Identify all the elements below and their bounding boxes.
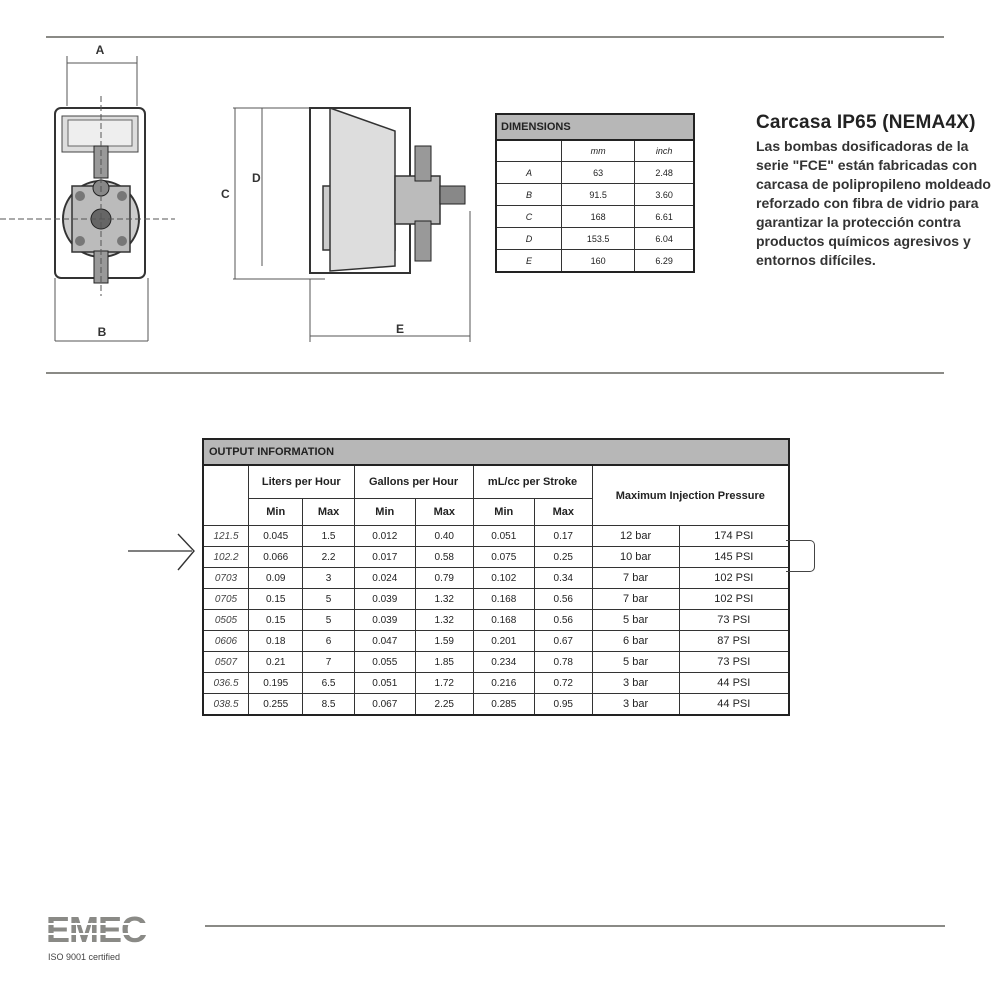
output-cell: 6.5 <box>303 673 354 694</box>
output-row <box>203 526 789 547</box>
output-row <box>203 547 789 568</box>
sub-header-min: Min <box>354 499 415 526</box>
output-cell: 1.32 <box>415 610 473 631</box>
output-cell: 0.012 <box>354 526 415 547</box>
output-cell: 0.201 <box>473 631 534 652</box>
sub-header-min: Min <box>473 499 534 526</box>
output-cell: 2.25 <box>415 694 473 716</box>
dimension-label-d: D <box>252 171 261 185</box>
housing-heading: Carcasa IP65 (NEMA4X) <box>756 112 976 133</box>
output-cell: 0.18 <box>249 631 303 652</box>
output-cell: 0.25 <box>534 547 592 568</box>
output-cell: 1.59 <box>415 631 473 652</box>
dimensions-cell-inch: 6.61 <box>635 206 694 228</box>
output-rows <box>203 526 789 716</box>
dimensions-unit-inch: inch <box>635 140 694 162</box>
output-cell: 0.56 <box>534 610 592 631</box>
output-cell: 0.075 <box>473 547 534 568</box>
sub-header-max: Max <box>303 499 354 526</box>
output-cell: 0.017 <box>354 547 415 568</box>
output-cell: 0.285 <box>473 694 534 716</box>
output-cell: 3 bar <box>592 673 679 694</box>
model-cell: 0705 <box>203 589 249 610</box>
output-cell: 12 bar <box>592 526 679 547</box>
output-cell: 3 <box>303 568 354 589</box>
output-cell: 102 PSI <box>679 589 789 610</box>
output-cell: 0.051 <box>354 673 415 694</box>
output-cell: 6 bar <box>592 631 679 652</box>
output-cell: 7 <box>303 652 354 673</box>
model-cell: 0606 <box>203 631 249 652</box>
dimension-label-e: E <box>395 322 405 336</box>
output-cell: 0.039 <box>354 589 415 610</box>
sub-header-max: Max <box>415 499 473 526</box>
output-cell: 73 PSI <box>679 652 789 673</box>
output-row <box>203 673 789 694</box>
row-highlight-bracket <box>786 540 815 572</box>
bottom-rule <box>205 925 945 927</box>
group-ml-per-stroke: mL/cc per Stroke <box>473 465 592 499</box>
output-row <box>203 694 789 716</box>
iso-certification: ISO 9001 certified <box>48 952 121 962</box>
output-cell: 5 bar <box>592 652 679 673</box>
dimensions-cell-key: B <box>496 184 562 206</box>
dimensions-row <box>496 206 694 228</box>
housing-description: Las bombas dosificadoras de la serie "FCE" están fabricadas con carcasa de polipropileno moldeado reforzado con fibra de vidrio para garantizar la protección contra productos químicos agresivos y entornos difíciles. <box>756 138 991 268</box>
output-cell: 1.85 <box>415 652 473 673</box>
dimensions-row <box>496 162 694 184</box>
output-cell: 102 PSI <box>679 568 789 589</box>
output-cell: 145 PSI <box>679 547 789 568</box>
output-cell: 1.5 <box>303 526 354 547</box>
dimensions-cell-mm: 168 <box>562 206 635 228</box>
dimensions-cell-inch: 3.60 <box>635 184 694 206</box>
output-cell: 0.195 <box>249 673 303 694</box>
sub-header-max: Max <box>534 499 592 526</box>
output-cell: 0.78 <box>534 652 592 673</box>
output-cell: 44 PSI <box>679 694 789 716</box>
dimensions-cell-mm: 160 <box>562 250 635 273</box>
dimensions-cell-mm: 91.5 <box>562 184 635 206</box>
sub-header-min: Min <box>249 499 303 526</box>
output-cell: 0.56 <box>534 589 592 610</box>
output-cell: 0.234 <box>473 652 534 673</box>
output-cell: 1.72 <box>415 673 473 694</box>
output-cell: 0.15 <box>249 589 303 610</box>
output-cell: 0.216 <box>473 673 534 694</box>
output-cell: 0.039 <box>354 610 415 631</box>
output-blank-header <box>203 465 249 526</box>
pump-side-view-drawing <box>215 36 495 356</box>
dimensions-cell-mm: 63 <box>562 162 635 184</box>
model-cell: 0703 <box>203 568 249 589</box>
dimensions-cell-key: C <box>496 206 562 228</box>
output-cell: 5 <box>303 589 354 610</box>
output-cell: 7 bar <box>592 568 679 589</box>
model-cell: 038.5 <box>203 694 249 716</box>
output-cell: 0.21 <box>249 652 303 673</box>
output-cell: 0.40 <box>415 526 473 547</box>
dimensions-cell-inch: 6.29 <box>635 250 694 273</box>
output-cell: 10 bar <box>592 547 679 568</box>
model-cell: 036.5 <box>203 673 249 694</box>
dimensions-cell-inch: 2.48 <box>635 162 694 184</box>
output-cell: 0.17 <box>534 526 592 547</box>
output-cell: 6 <box>303 631 354 652</box>
output-row <box>203 589 789 610</box>
model-cell: 121.5 <box>203 526 249 547</box>
model-cell: 0507 <box>203 652 249 673</box>
dimensions-blank-cell <box>496 140 562 162</box>
output-row <box>203 631 789 652</box>
output-cell: 7 bar <box>592 589 679 610</box>
dimensions-cell-inch: 6.04 <box>635 228 694 250</box>
output-row <box>203 652 789 673</box>
output-cell: 0.95 <box>534 694 592 716</box>
dimension-label-a: A <box>95 43 105 57</box>
output-cell: 0.102 <box>473 568 534 589</box>
dimensions-cell-key: D <box>496 228 562 250</box>
output-cell: 3 bar <box>592 694 679 716</box>
group-liters-per-hour: Liters per Hour <box>249 465 355 499</box>
output-cell: 0.024 <box>354 568 415 589</box>
emec-logo <box>46 912 191 948</box>
output-cell: 0.051 <box>473 526 534 547</box>
dimensions-row <box>496 250 694 273</box>
output-cell: 1.32 <box>415 589 473 610</box>
output-cell: 0.15 <box>249 610 303 631</box>
output-cell: 0.58 <box>415 547 473 568</box>
dimensions-unit-mm: mm <box>562 140 635 162</box>
output-cell: 8.5 <box>303 694 354 716</box>
output-cell: 5 bar <box>592 610 679 631</box>
model-cell: 102.2 <box>203 547 249 568</box>
output-cell: 87 PSI <box>679 631 789 652</box>
output-cell: 0.72 <box>534 673 592 694</box>
output-cell: 0.066 <box>249 547 303 568</box>
output-cell: 44 PSI <box>679 673 789 694</box>
dimensions-title: DIMENSIONS <box>496 114 694 140</box>
output-cell: 0.34 <box>534 568 592 589</box>
output-information-table <box>202 438 790 716</box>
output-cell: 0.255 <box>249 694 303 716</box>
output-cell: 2.2 <box>303 547 354 568</box>
dimensions-row <box>496 228 694 250</box>
dimensions-table <box>495 113 695 273</box>
logo-text: EMEC <box>46 912 147 948</box>
output-cell: 174 PSI <box>679 526 789 547</box>
output-cell: 0.168 <box>473 589 534 610</box>
output-cell: 5 <box>303 610 354 631</box>
output-cell: 0.055 <box>354 652 415 673</box>
output-cell: 0.045 <box>249 526 303 547</box>
group-gallons-per-hour: Gallons per Hour <box>354 465 473 499</box>
group-max-injection-pressure: Maximum Injection Pressure <box>592 465 789 526</box>
output-row <box>203 610 789 631</box>
output-cell: 73 PSI <box>679 610 789 631</box>
dimensions-row <box>496 184 694 206</box>
dimensions-cell-mm: 153.5 <box>562 228 635 250</box>
output-title: OUTPUT INFORMATION <box>203 439 789 465</box>
output-cell: 0.79 <box>415 568 473 589</box>
row-pointer-arrow-icon <box>128 530 198 580</box>
dimensions-cell-key: E <box>496 250 562 273</box>
middle-rule <box>46 372 944 374</box>
output-cell: 0.09 <box>249 568 303 589</box>
output-cell: 0.067 <box>354 694 415 716</box>
output-row <box>203 568 789 589</box>
dimensions-cell-key: A <box>496 162 562 184</box>
dimension-label-c: C <box>221 187 230 201</box>
output-cell: 0.67 <box>534 631 592 652</box>
pump-front-view-drawing <box>0 36 200 356</box>
output-cell: 0.047 <box>354 631 415 652</box>
dimension-label-b: B <box>97 325 107 339</box>
output-cell: 0.168 <box>473 610 534 631</box>
dimensions-rows <box>496 162 694 273</box>
model-cell: 0505 <box>203 610 249 631</box>
